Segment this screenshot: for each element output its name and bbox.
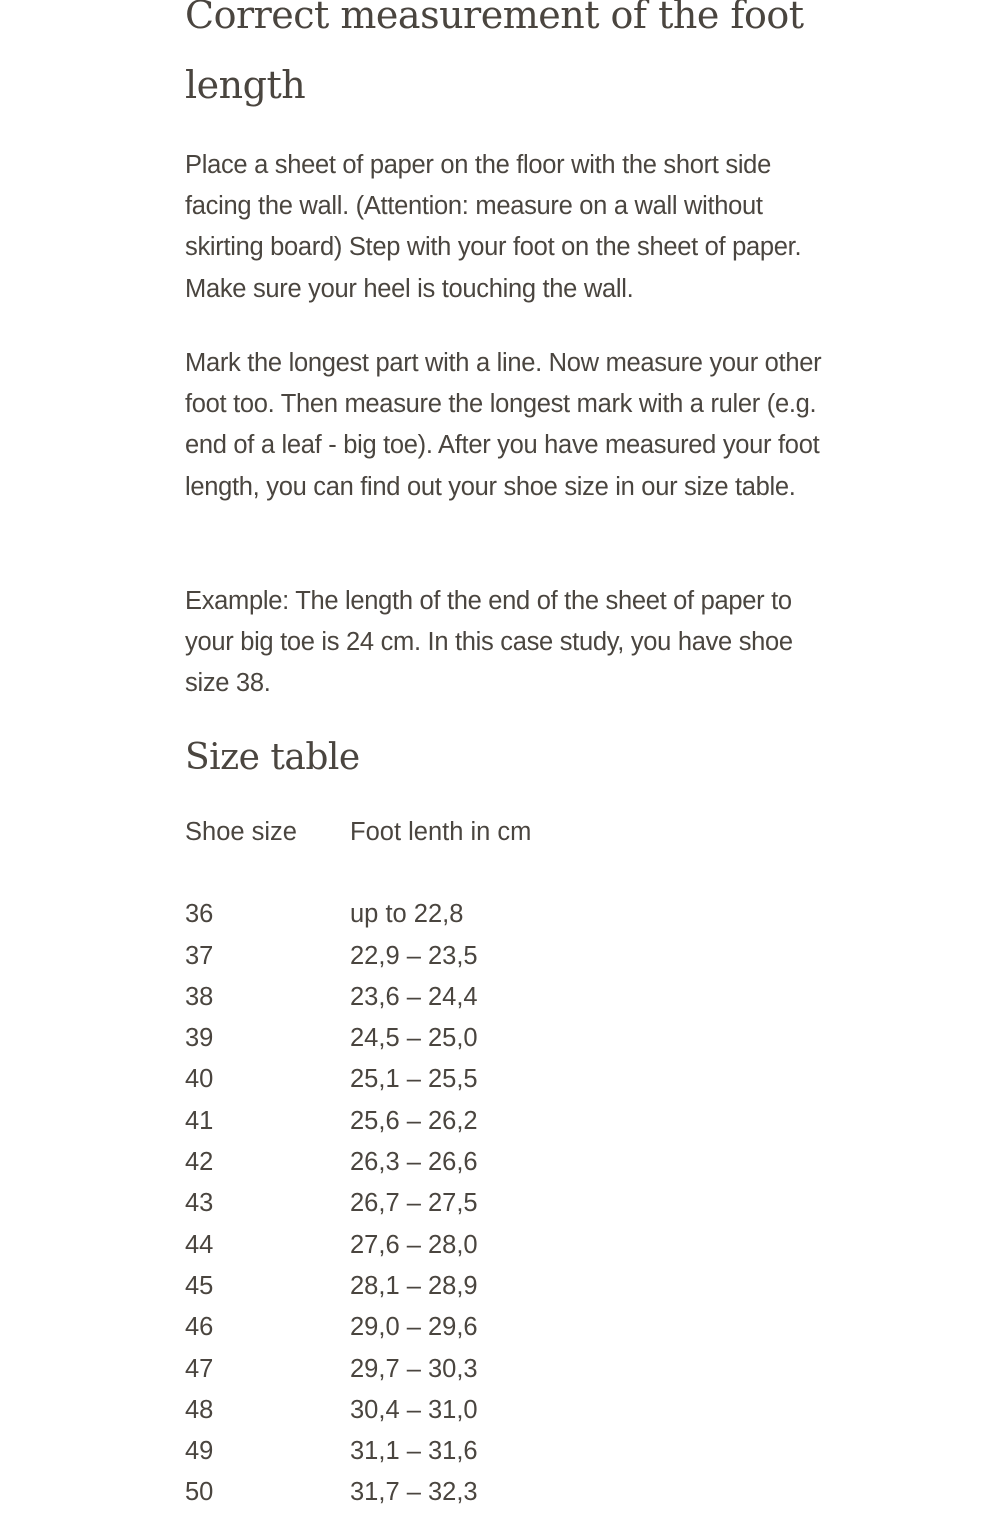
table-row bbox=[185, 894, 835, 935]
table-row bbox=[185, 1101, 835, 1142]
shoe-size-cell: 39 bbox=[185, 1024, 214, 1053]
size-table-body bbox=[185, 894, 835, 1513]
table-row bbox=[185, 977, 835, 1018]
size-table-title: Size table bbox=[185, 737, 360, 778]
foot-length-cell: 30,4 – 31,0 bbox=[350, 1395, 478, 1424]
shoe-size-cell: 47 bbox=[185, 1354, 214, 1383]
shoe-size-cell: 42 bbox=[185, 1148, 214, 1177]
shoe-size-cell: 41 bbox=[185, 1106, 214, 1135]
shoe-size-cell: 48 bbox=[185, 1395, 214, 1424]
shoe-size-cell: 36 bbox=[185, 900, 214, 929]
table-row bbox=[185, 1472, 835, 1513]
table-row bbox=[185, 1307, 835, 1348]
instruction-paragraph-2: Mark the longest part with a line. Now measure your other foot too. Then measure the longest mark with a ruler (e.g. end of a leaf - big toe). After you have measured your foot length, you can find out your shoe size in our size table. bbox=[185, 349, 822, 501]
header-foot-length: Foot lenth in cm bbox=[350, 818, 532, 846]
shoe-size-cell: 38 bbox=[185, 982, 214, 1011]
foot-length-cell: 31,1 – 31,6 bbox=[350, 1437, 478, 1466]
header-shoe-size: Shoe size bbox=[185, 818, 297, 846]
foot-length-cell: 25,1 – 25,5 bbox=[350, 1065, 478, 1094]
foot-length-cell: 29,7 – 30,3 bbox=[350, 1354, 478, 1383]
table-row bbox=[185, 936, 835, 977]
table-row bbox=[185, 1183, 835, 1224]
shoe-size-cell: 43 bbox=[185, 1189, 214, 1218]
size-table-header bbox=[185, 812, 835, 853]
shoe-size-cell: 45 bbox=[185, 1271, 214, 1300]
foot-length-cell: 27,6 – 28,0 bbox=[350, 1230, 478, 1259]
instruction-paragraph-1: Place a sheet of paper on the floor with the short side facing the wall. (Attention: measure on a wall without skirting board) Step with your foot on the sheet of paper. Make sure your heel is touching the wall. bbox=[185, 151, 802, 303]
foot-length-cell: 26,7 – 27,5 bbox=[350, 1189, 478, 1218]
foot-length-cell: 29,0 – 29,6 bbox=[350, 1313, 478, 1342]
table-row bbox=[185, 1018, 835, 1059]
shoe-size-cell: 49 bbox=[185, 1437, 214, 1466]
table-row bbox=[185, 1142, 835, 1183]
foot-length-cell: 22,9 – 23,5 bbox=[350, 941, 478, 970]
table-row bbox=[185, 1266, 835, 1307]
shoe-size-cell: 44 bbox=[185, 1230, 214, 1259]
foot-length-cell: 24,5 – 25,0 bbox=[350, 1024, 478, 1053]
table-row bbox=[185, 1225, 835, 1266]
size-table bbox=[185, 812, 835, 1514]
shoe-size-cell: 46 bbox=[185, 1313, 214, 1342]
foot-length-cell: 26,3 – 26,6 bbox=[350, 1148, 478, 1177]
article-content bbox=[185, 0, 835, 1507]
shoe-size-cell: 40 bbox=[185, 1065, 214, 1094]
table-row bbox=[185, 1349, 835, 1390]
shoe-size-cell: 37 bbox=[185, 941, 214, 970]
foot-length-cell: 23,6 – 24,4 bbox=[350, 982, 478, 1011]
page-heading: Correct measurement of the foot length bbox=[185, 0, 804, 107]
table-row bbox=[185, 1431, 835, 1472]
foot-length-cell: 25,6 – 26,2 bbox=[350, 1106, 478, 1135]
foot-length-cell: 28,1 – 28,9 bbox=[350, 1271, 478, 1300]
foot-length-cell: 31,7 – 32,3 bbox=[350, 1478, 478, 1507]
table-row bbox=[185, 1390, 835, 1431]
table-row bbox=[185, 1059, 835, 1100]
example-paragraph: Example: The length of the end of the sheet of paper to your big toe is 24 cm. In this case study, you have shoe size 38. bbox=[185, 587, 793, 698]
shoe-size-cell: 50 bbox=[185, 1478, 214, 1507]
foot-length-cell: up to 22,8 bbox=[350, 900, 464, 929]
